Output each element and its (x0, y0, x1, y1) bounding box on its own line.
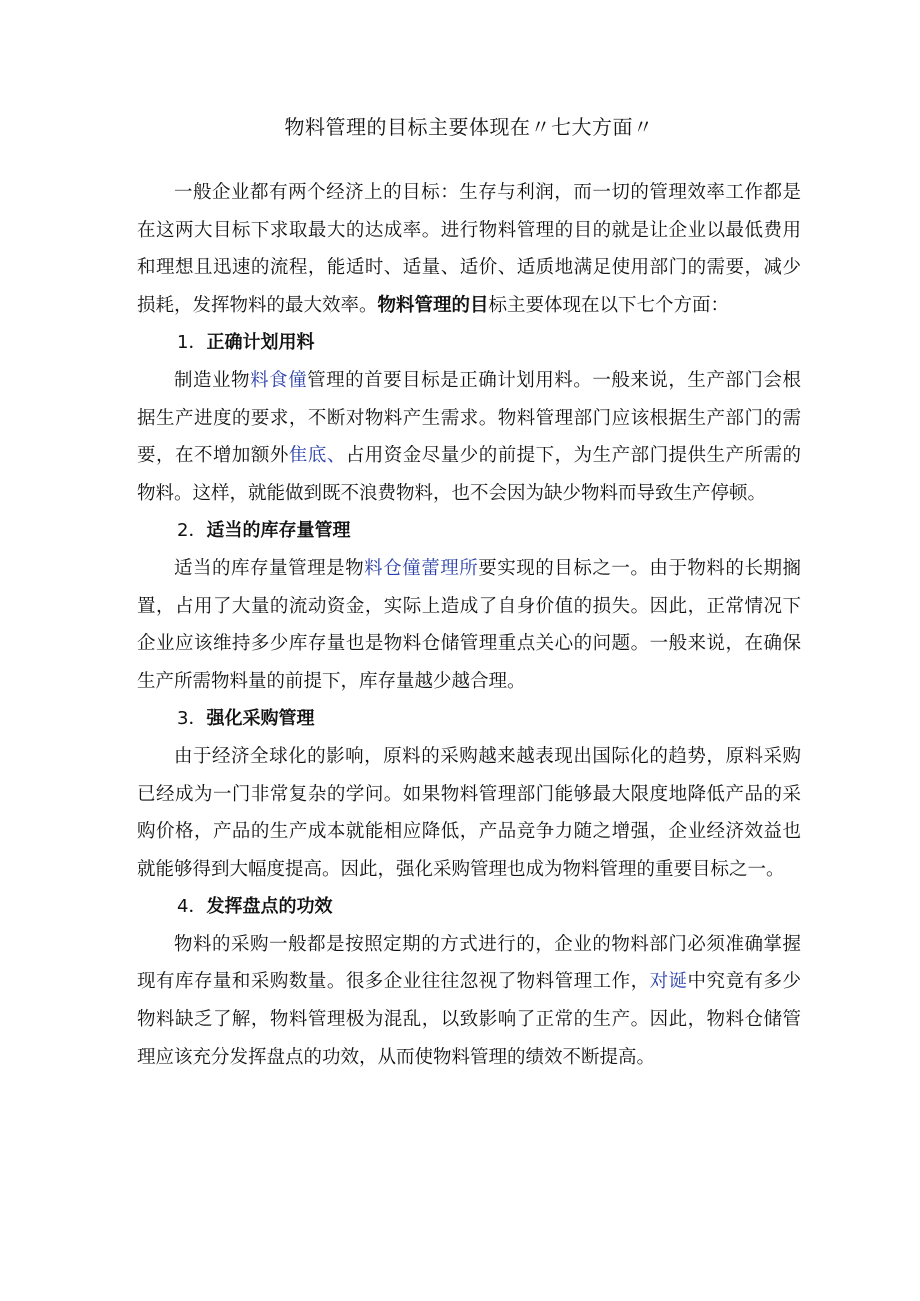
section-3-heading (137, 700, 801, 738)
paragraph-text: 由于经济全球化的影响，原料的采购越来越表现出国际化的趋势，原料采购已经成为一门非常复杂的学问。如果物料管理部门能够最大限度地降低产品的采购价格，产品的生产成本就能相应降低，产品竞争力随之增强，企业经济效益也就能够得到大幅度提高。因此，强化采购管理也成为物料管理的重要目标之一。 (137, 745, 801, 880)
section-number: 2． (177, 520, 207, 542)
section-number: 4． (177, 896, 207, 918)
section-title: 发挥盘点的功效 (206, 896, 333, 918)
section-3-paragraph (137, 738, 801, 888)
paragraph-text: 物料的采购一般都是按照定期的方式进行的，企业的物料部门必须准确掌握现有库存量和采购数量。很多企业往往忽视了物料管理工作， (137, 933, 801, 993)
section-title: 强化采购管理 (206, 708, 315, 730)
section-2-paragraph (137, 550, 801, 700)
intro-tail-text: 标主要体现在以下七个方面： (488, 294, 730, 316)
paragraph-text: 中究竟有多少物料缺乏了解，物料管理极为混乱，以致影响了正常的生产。因此，物料仓储管理应该充分发挥盘点的功效，从而使物料管理的绩效不断提高。 (137, 971, 801, 1068)
section-number: 3． (177, 708, 207, 730)
document-page (137, 110, 801, 1076)
paragraph-text: 制造业物 (174, 369, 251, 391)
section-1-heading (137, 324, 801, 362)
hyperlink-text[interactable]: 料食僮 (250, 369, 308, 391)
section-2-heading (137, 512, 801, 550)
hyperlink-text[interactable]: 对诞 (649, 971, 688, 993)
section-title: 正确计划用料 (206, 332, 315, 354)
section-title: 适当的库存量管理 (206, 520, 351, 542)
section-number: 1． (177, 332, 207, 354)
section-4-heading (137, 888, 801, 926)
document-title: 物料管理的目标主要体现在〃七大方面〃 (284, 115, 654, 139)
paragraph-text: 要实现的目标之一。由于物料的长期搁置，占用了大量的流动资金，实际上造成了自身价值的损失。因此，正常情况下企业应该维持多少库存量也是物料仓储管理重点关心的问题。一般来说，在确保生产所需物料量的前提下，库存量越少越合理。 (137, 557, 801, 692)
intro-paragraph (137, 174, 801, 324)
hyperlink-text[interactable]: 隹底、 (288, 445, 346, 467)
paragraph-text: 管理的首要目标是正确计划用料。一般来说，生产部门会根据生产进度的要求，不断对物料产生需求。物料管理部门应该根据生产部门的需要，在不增加额外 (137, 369, 801, 467)
section-1-paragraph (137, 362, 801, 512)
paragraph-text: 占用资金尽量少的前提下，为生产部门提供生产所需的物料。这样，就能做到既不浪费物料，也不会因为缺少物料而导致生产停顿。 (137, 445, 801, 504)
intro-text: 一般企业都有两个经济上的目标：生存与利润，而一切的管理效率工作都是在这两大目标下求取最大的达成率。进行物料管理的目的就是让企业以最低费用和理想且迅速的流程，能适时、适量、适价、适质地满足使用部门的需要，减少损耗，发挥物料的最大效率。 (137, 182, 801, 316)
section-4-paragraph (137, 926, 801, 1076)
intro-bold-text: 物料管理的目 (377, 294, 489, 316)
paragraph-text: 适当的库存量管理是物 (174, 557, 365, 579)
hyperlink-text[interactable]: 料仓僮蕾理所 (364, 557, 479, 579)
